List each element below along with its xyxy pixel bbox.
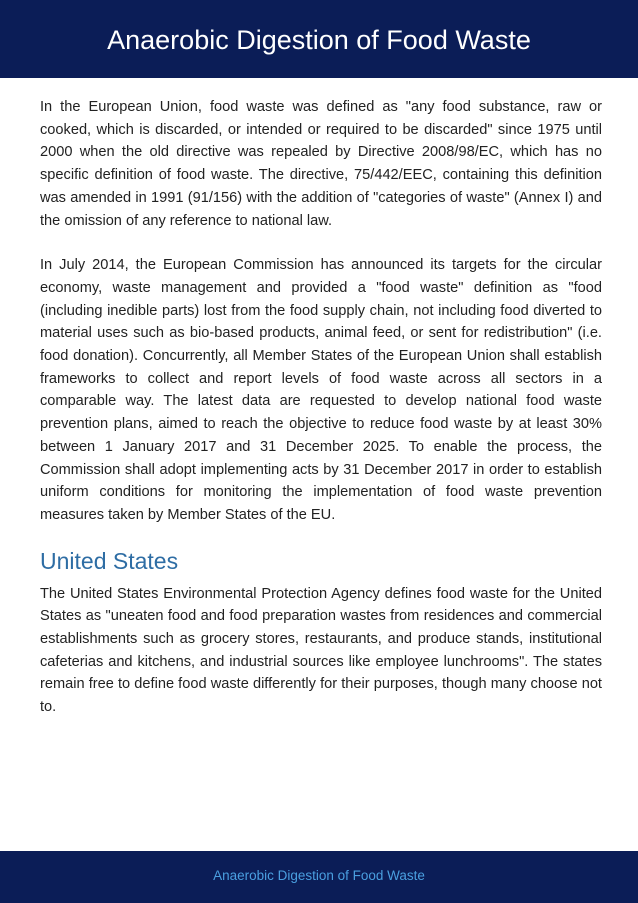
section-heading-united-states: United States — [40, 547, 179, 574]
page-footer — [0, 851, 638, 903]
document-body — [40, 96, 602, 719]
eu-definition-paragraph: In the European Union, food waste was defined as "any food substance, raw or cooked, which is discarded, or intended or required to be discarded" since 1975 until 2000 when the old directive was repealed by Directive 2008/98/EC, which has no specific definition of food waste. The directive, 75/442/EEC, containing this definition was amended in 1991 (91/156) with the addition of "categories of waste" (Annex I) and the omission of any reference to national law. — [40, 99, 602, 229]
footer-title: Anaerobic Digestion of Food Waste — [213, 868, 425, 883]
page-header — [0, 0, 638, 78]
eu-commission-paragraph: In July 2014, the European Commission has announced its targets for the circular economy, waste management and provided a "food waste" definition as "food (including inedible parts) lost from the food supply chain, not including food diverted to material uses such as bio-based products, animal feed, or sent for redistribution" (i.e. food donation). Concurrently, all Member States of the European Union shall establish frameworks to collect and report levels of food waste across all sectors in a comparable way. The latest data are requested to develop national food waste prevention plans, aimed to reach the objective to reduce food waste by at least 30% between 1 January 2017 and 31 December 2025. To enable the process, the Commission shall adopt implementing acts by 31 December 2017 in order to establish uniform conditions for monitoring the implementation of food waste prevention measures taken by Member States of the EU. — [40, 257, 602, 523]
page-title: Anaerobic Digestion of Food Waste — [107, 25, 531, 55]
us-definition-paragraph: The United States Environmental Protection Agency defines food waste for the United States as "uneaten food and food preparation wastes from residences and commercial establishments such as grocery stores, restaurants, and produce stands, institutional cafeterias and kitchens, and industrial sources like employee lunchrooms". The states remain free to define food waste differently for their purposes, though many choose not to. — [40, 585, 602, 716]
